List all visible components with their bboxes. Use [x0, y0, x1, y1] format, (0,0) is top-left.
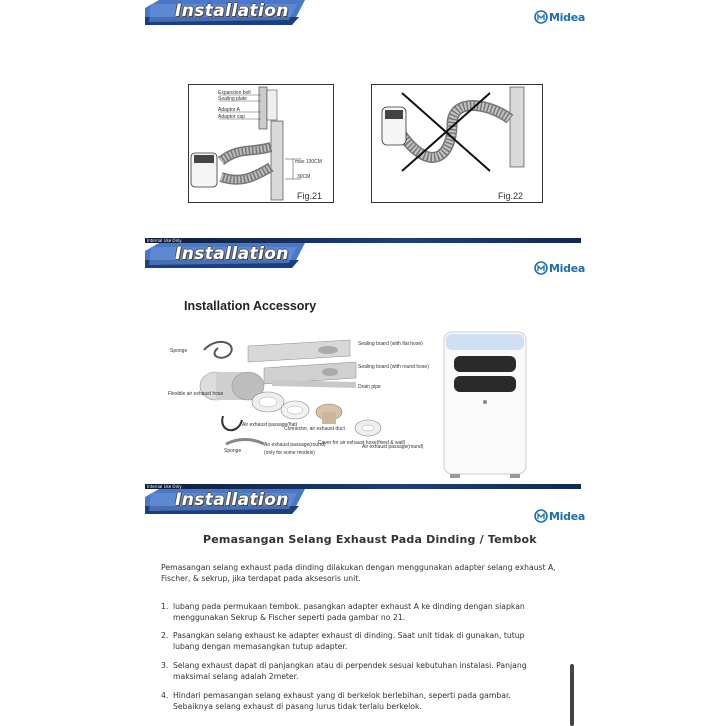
label-max-height: max 130CM [295, 159, 322, 165]
banner-title: Installation [175, 244, 289, 264]
accessory-parts-drawing [168, 332, 429, 474]
intro-paragraph: Pemasangan selang exhaust pada dinding dilakukan dengan menggunakan adapter selang exhaust A, Fischer, & sekrup, jika terdapat pada aksesoris unit. [161, 563, 556, 583]
document-title: Pemasangan Selang Exhaust Pada Dinding / Tembok [203, 533, 537, 546]
step-number: 2. [161, 631, 169, 640]
label-drain-pipe: Drain pipe [358, 384, 381, 390]
label-air-flat: Air exhaust passage(flat) [242, 422, 298, 428]
label-sealing-plate: Sealing plate [218, 96, 247, 102]
step-item [161, 690, 561, 714]
label-sponge-bottom: Sponge [224, 448, 242, 454]
brand-name: Midea [549, 509, 585, 523]
fig21-label: Fig.21 [297, 191, 323, 201]
label-sealing-round: Sealing board (with round hose) [358, 364, 429, 370]
accessory-parts-illustration [168, 332, 429, 474]
label-connector: Connector, air exhaust duct [284, 426, 345, 432]
label-adaptor-a: Adaptor A [218, 107, 240, 113]
midea-logo [534, 10, 585, 24]
step-number: 3. [161, 661, 169, 670]
wall-adapter-illustration [189, 85, 333, 202]
label-only-some-models: (only for some models) [264, 450, 315, 456]
step-text: Selang exhaust dapat di panjangkan atau di perpendek sesuai kebutuhan instalasi. Panjang maksimal selang adalah 2meter. [173, 661, 527, 681]
step-item [161, 601, 561, 625]
step-item [161, 630, 561, 654]
step-text: Pasangkan selang exhaust ke adapter exhaust di dinding. Saat unit tidak di gunakan, tutup lubang dengan memasangkan tutup adapter. [173, 631, 525, 651]
label-expansion-bolt: Expansion bolt [218, 90, 251, 96]
label-sealing-flat: Sealing board (with flat hose) [358, 341, 423, 347]
midea-logo-icon [534, 10, 548, 24]
label-air-round: Air exhaust passage(round) [362, 444, 424, 450]
banner-title: Installation [175, 490, 289, 510]
portable-ac-unit [440, 330, 530, 480]
slide-fig21-fig22 [0, 0, 726, 238]
bent-hose-illustration [372, 85, 542, 202]
label-sponge-top: Sponge [170, 348, 188, 354]
midea-logo [534, 509, 585, 523]
fig22-label: Fig.22 [498, 191, 524, 201]
brand-name: Midea [549, 261, 585, 275]
step-item [161, 660, 561, 684]
installation-banner [145, 489, 305, 514]
vertical-scrollbar[interactable] [570, 664, 574, 726]
step-text: lubang pada permukaan tembok. pasangkan adapter exhaust A ke dinding dengan siapkan menggunakan Sekrup & Fischer seperti pada gambar no 21. [173, 602, 525, 622]
midea-logo [534, 261, 585, 275]
installation-banner [145, 0, 305, 25]
label-cover: Cover for air exhaust hose(fixed & wall) [318, 440, 406, 446]
internal-use-label: Internal Use Only [147, 238, 182, 243]
midea-logo-icon [534, 509, 548, 523]
figure-21 [188, 84, 334, 203]
slide-installation-accessory [0, 238, 726, 484]
banner-title: Installation [175, 1, 289, 21]
step-text: Hindari pemasangan selang exhaust yang di berkelok berlebihan, seperti pada gambar. Sebaiknya selang exhaust di pasang lurus tidak terlalu berkelok. [173, 691, 511, 711]
step-number: 1. [161, 602, 169, 611]
label-adaptor-cap: Adaptor cap [218, 114, 245, 120]
midea-logo-icon [534, 261, 548, 275]
label-min-height: 30CM [297, 174, 311, 180]
installation-banner [145, 243, 305, 268]
figure-22 [371, 84, 543, 203]
step-number: 4. [161, 691, 169, 700]
label-air-passage: Air exhaust passage(round) [264, 442, 326, 448]
internal-use-label: Internal Use Only [147, 484, 182, 489]
brand-name: Midea [549, 10, 585, 24]
slide-exhaust-wall-installation [0, 484, 726, 726]
section-heading: Installation Accessory [184, 299, 317, 313]
label-flexible-hose: Flexible air exhaust hose [168, 391, 224, 397]
